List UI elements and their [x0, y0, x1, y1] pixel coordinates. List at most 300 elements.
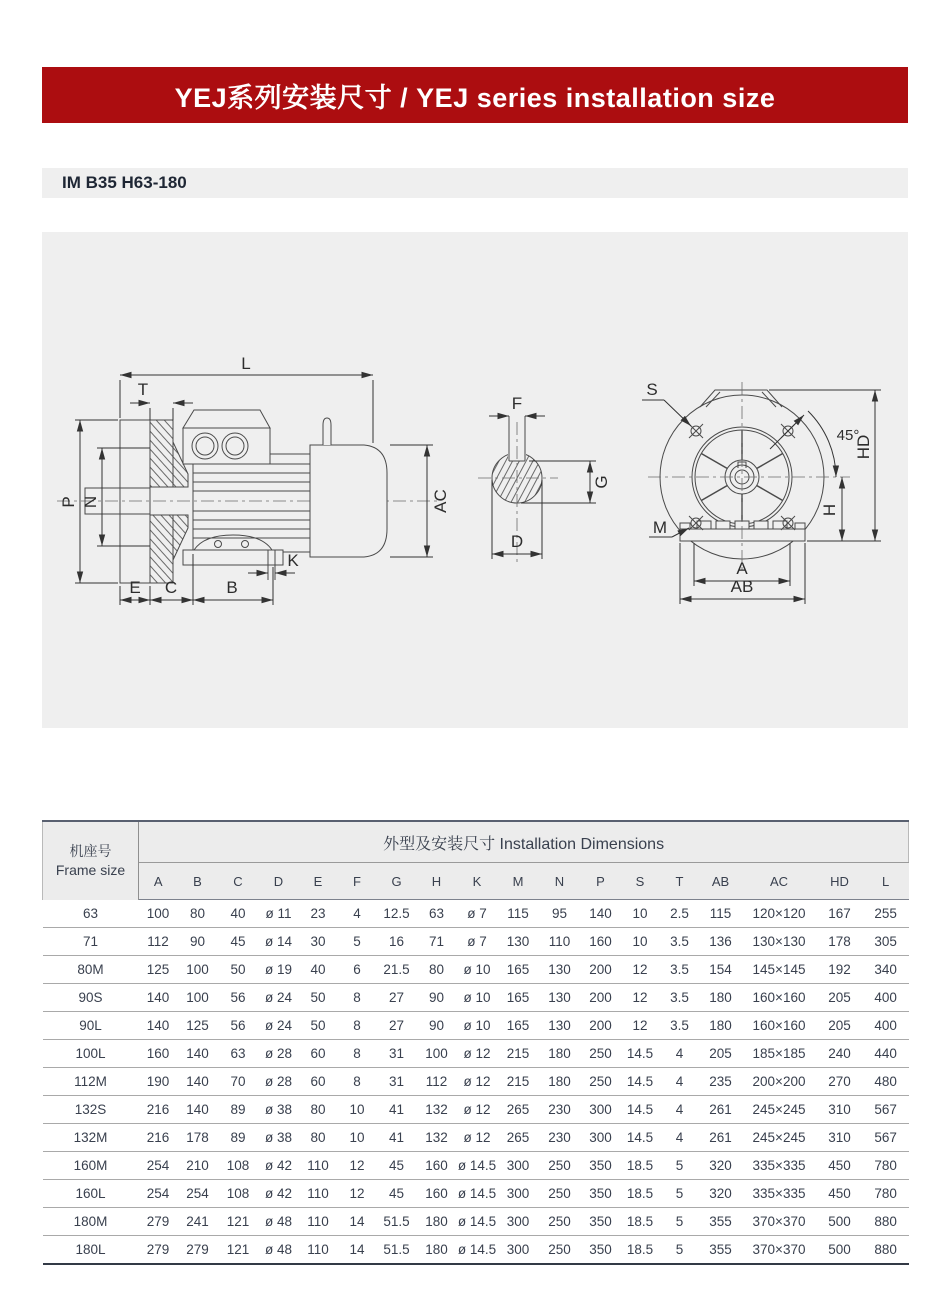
dimension-cell: 780: [863, 1152, 909, 1180]
mounting-type-label: IM B35 H63-180: [62, 173, 187, 192]
table-row: [43, 900, 909, 928]
dim-label-AC: AC: [431, 489, 450, 513]
dimension-cell: ø 19: [259, 956, 299, 984]
dimension-cell: 350: [589, 1242, 612, 1257]
dimension-cell: 450: [817, 1180, 863, 1208]
dimension-cell: 350: [581, 1208, 621, 1236]
flange-outline: [120, 420, 150, 583]
lifting-eye: [323, 418, 331, 445]
dimension-cell: 125: [178, 1012, 218, 1040]
dimension-cell: 80: [299, 1124, 338, 1152]
dimension-cell: 70: [218, 1068, 259, 1096]
dimension-cell: 5: [660, 1152, 700, 1180]
dimension-cell: 130×130: [742, 928, 817, 956]
frame-size-cell: 71: [43, 928, 139, 956]
dimension-cell: 8: [338, 1068, 377, 1096]
dimension-cell: ø 48: [259, 1208, 299, 1236]
dim-label-G: G: [592, 475, 611, 489]
dimension-cell: 45: [377, 1180, 417, 1208]
dimension-cell: 335×335: [742, 1180, 817, 1208]
dimension-cell: 115: [700, 900, 742, 928]
dim-label-HD: HD: [854, 434, 873, 460]
dimension-cell: 350: [581, 1152, 621, 1180]
dimension-cell: 89: [218, 1124, 259, 1152]
column-header-AB: AB: [700, 863, 742, 900]
dimension-cell: 200: [581, 984, 621, 1012]
frame-size-cell: 132S: [43, 1096, 139, 1124]
table-row: [43, 956, 909, 984]
dimension-cell: 254: [139, 1152, 178, 1180]
dimension-cell: 115: [498, 900, 539, 928]
dimension-cell: 108: [218, 1180, 259, 1208]
dimension-cell: ø 38: [259, 1096, 299, 1124]
dimension-cell: 250: [539, 1180, 581, 1208]
dimension-cell: 250: [581, 1068, 621, 1096]
dimension-cell: 12.5: [377, 900, 417, 928]
dimension-cell: 310: [817, 1096, 863, 1124]
dimension-cell: 180: [417, 1208, 457, 1236]
dimension-cell: 30: [299, 928, 338, 956]
dimension-cell: 63: [417, 900, 457, 928]
dimension-cell: 23: [299, 900, 338, 928]
dimension-cell: 200: [581, 1012, 621, 1040]
dimension-cell: 60: [299, 1068, 338, 1096]
dimension-cell: 400: [863, 984, 909, 1012]
dimension-cell: 14: [349, 1242, 365, 1257]
dimension-cell: 108: [218, 1152, 259, 1180]
dimension-cell: 210: [178, 1152, 218, 1180]
dimension-cell: 4: [660, 1068, 700, 1096]
dimension-cell: 261: [700, 1124, 742, 1152]
page-title-banner: [42, 67, 908, 123]
dimension-cell: 880: [874, 1242, 897, 1257]
dimension-cell: 14.5: [621, 1040, 660, 1068]
dimension-cell: ø 14.5: [457, 1152, 498, 1180]
dimension-cell: 50: [299, 984, 338, 1012]
dimension-cell: 165: [498, 1012, 539, 1040]
dimension-cell: 192: [817, 956, 863, 984]
dimension-cell: 10: [621, 900, 660, 928]
dimension-cell: 178: [817, 928, 863, 956]
dimension-cell: ø 42: [259, 1180, 299, 1208]
dimension-cell: 120×120: [742, 900, 817, 928]
dimension-cell: 250: [548, 1242, 571, 1257]
dimension-cell: ø 28: [259, 1040, 299, 1068]
dimension-cell: 41: [377, 1096, 417, 1124]
dimension-cell: 216: [139, 1124, 178, 1152]
dimension-cell: 3.5: [660, 956, 700, 984]
dimension-cell: 110: [299, 1208, 338, 1236]
table-row: [43, 1152, 909, 1180]
dimension-cell: 110: [539, 928, 581, 956]
dimension-cell: 5: [660, 1208, 700, 1236]
dimension-cell: 110: [299, 1180, 338, 1208]
column-header-T: T: [660, 863, 700, 900]
column-header-HD: HD: [817, 863, 863, 900]
dimension-cell: 10: [621, 928, 660, 956]
dimension-cell: 254: [139, 1180, 178, 1208]
side-view: [57, 354, 450, 605]
dimension-cell: 235: [700, 1068, 742, 1096]
dimension-cell: 145×145: [742, 956, 817, 984]
dimension-cell: 240: [817, 1040, 863, 1068]
dimension-cell: 14.5: [621, 1124, 660, 1152]
dimension-cell: 180: [425, 1242, 448, 1257]
dimension-cell: 3.5: [660, 1012, 700, 1040]
dimension-cell: 89: [218, 1096, 259, 1124]
dimension-cell: 200: [581, 956, 621, 984]
dimension-cell: 90: [417, 984, 457, 1012]
dim-label-P: P: [59, 496, 78, 508]
dimension-cell: 230: [539, 1096, 581, 1124]
dimension-cell: 230: [539, 1124, 581, 1152]
table-row: [43, 1208, 909, 1236]
dimension-cell: 132: [417, 1124, 457, 1152]
dimension-cell: 18.5: [621, 1208, 660, 1236]
frame-size-cell: 63: [43, 900, 139, 928]
dimension-cell: 80: [178, 900, 218, 928]
dimension-cell: 400: [863, 1012, 909, 1040]
dimension-cell: 160×160: [742, 1012, 817, 1040]
dimension-cell: 205: [817, 984, 863, 1012]
dimensions-table-wrap: [42, 820, 908, 1265]
dimension-cell: 270: [817, 1068, 863, 1096]
dimension-cell: 51.5: [383, 1242, 410, 1257]
dimension-cell: 112: [139, 928, 178, 956]
dim-label-B: B: [226, 578, 238, 597]
dimension-cell: 27: [377, 984, 417, 1012]
dimension-cell: 300: [498, 1208, 539, 1236]
dimension-cell: 130: [539, 984, 581, 1012]
dimension-cell: 567: [863, 1124, 909, 1152]
mounting-type-subtitle: [42, 168, 908, 198]
table-row: [43, 1040, 909, 1068]
dimension-cell: 8: [338, 1012, 377, 1040]
table-row: [43, 928, 909, 956]
dimension-cell: 250: [539, 1208, 581, 1236]
dim-label-K: K: [287, 551, 299, 570]
dimension-cell: 5: [338, 928, 377, 956]
dimension-cell: 165: [498, 984, 539, 1012]
dimension-cell: 45: [377, 1152, 417, 1180]
column-header-F: F: [338, 863, 377, 900]
dimension-cell: ø 24: [259, 984, 299, 1012]
dimension-cell: 567: [863, 1096, 909, 1124]
dimension-cell: 160: [417, 1152, 457, 1180]
dimension-cell: 95: [539, 900, 581, 928]
frame-size-cell: 90S: [43, 984, 139, 1012]
dimension-cell: ø 10: [457, 1012, 498, 1040]
dimension-cell: 160: [417, 1180, 457, 1208]
dimension-cell: 45: [218, 928, 259, 956]
dimension-cell: 255: [863, 900, 909, 928]
dimension-cell: 8: [338, 984, 377, 1012]
dimension-cell: 132: [417, 1096, 457, 1124]
dimension-cell: 140: [178, 1068, 218, 1096]
base-plate: [680, 529, 805, 541]
dimension-cell: 261: [700, 1096, 742, 1124]
dimension-cell: 18.5: [626, 1242, 654, 1257]
dimension-cell: ø 28: [259, 1068, 299, 1096]
dimension-cell: 21.5: [377, 956, 417, 984]
dimension-cell: 245×245: [742, 1096, 817, 1124]
dimension-cell: 185×185: [742, 1040, 817, 1068]
shaft-section-view: [478, 394, 611, 562]
dimension-cell: 14: [338, 1208, 377, 1236]
dimension-cell: 450: [817, 1152, 863, 1180]
dimension-cell: 165: [498, 956, 539, 984]
dimension-cell: 480: [863, 1068, 909, 1096]
dimension-cell: 90: [417, 1012, 457, 1040]
dimension-cell: ø 14: [259, 928, 299, 956]
dim-label-D: D: [510, 532, 524, 551]
dimension-cell: 178: [178, 1124, 218, 1152]
dimension-cell: ø 14.5: [457, 1180, 498, 1208]
dimension-cell: 300: [581, 1124, 621, 1152]
dimension-cell: ø 14.5: [457, 1208, 498, 1236]
dimension-cell: 3.5: [660, 928, 700, 956]
dimension-cell: 110: [299, 1152, 338, 1180]
table-row: [43, 1236, 909, 1265]
dimension-cell: 140: [139, 984, 178, 1012]
column-header-N: N: [539, 863, 581, 900]
dimension-cell: 216: [139, 1096, 178, 1124]
dimension-cell: 90: [178, 928, 218, 956]
dimension-cell: 100: [417, 1040, 457, 1068]
dimension-cell: 160×160: [742, 984, 817, 1012]
dimension-cell: 100: [178, 984, 218, 1012]
dimension-cell: 300: [498, 1180, 539, 1208]
dimension-cell: 12: [338, 1180, 377, 1208]
frame-size-cell: 160L: [43, 1180, 139, 1208]
dimension-cell: 370×370: [752, 1242, 806, 1257]
dimension-cell: 12: [621, 1012, 660, 1040]
dimension-cell: 300: [506, 1242, 530, 1257]
dimension-cell: 154: [700, 956, 742, 984]
frame-size-cell: 180L: [75, 1242, 106, 1257]
dimension-cell: ø 14.5: [457, 1242, 497, 1257]
dimension-cell: 80: [417, 956, 457, 984]
column-header-AC: AC: [742, 863, 817, 900]
dimension-cell: 18.5: [621, 1152, 660, 1180]
dimension-cell: 130: [498, 928, 539, 956]
dimension-cell: ø 24: [259, 1012, 299, 1040]
dimension-cell: 215: [498, 1068, 539, 1096]
column-header-M: M: [498, 863, 539, 900]
column-header-E: E: [299, 863, 338, 900]
dimension-cell: 4: [660, 1040, 700, 1068]
dimension-cell: 140: [139, 1012, 178, 1040]
dimension-cell: 71: [417, 928, 457, 956]
dimension-cell: 205: [700, 1040, 742, 1068]
dimension-cell: 250: [581, 1040, 621, 1068]
dim-label-E: E: [129, 578, 141, 597]
dimension-cell: 40: [299, 956, 338, 984]
dimension-cell: 12: [621, 984, 660, 1012]
frame-size-header: [43, 821, 139, 900]
column-header-G: G: [377, 863, 417, 900]
column-header-H: H: [417, 863, 457, 900]
dimension-cell: 310: [817, 1124, 863, 1152]
dimension-cell: 180: [700, 1012, 742, 1040]
dim-label-N: N: [81, 495, 100, 509]
dimension-cell: ø 38: [259, 1124, 299, 1152]
table-row: [43, 1096, 909, 1124]
dimension-cell: 40: [218, 900, 259, 928]
dimension-cell: 350: [581, 1180, 621, 1208]
dim-label-45deg: 45°: [836, 427, 860, 444]
dimension-cell: ø 10: [457, 956, 498, 984]
dim-label-A: A: [736, 559, 748, 578]
dimension-cell: 10: [338, 1096, 377, 1124]
column-header-P: P: [581, 863, 621, 900]
dimension-cell: ø 10: [457, 984, 498, 1012]
dimension-cell: 14.5: [621, 1068, 660, 1096]
dimension-cell: 5: [675, 1242, 684, 1257]
dimension-cell: 190: [139, 1068, 178, 1096]
dimension-cell: 160: [581, 928, 621, 956]
dimension-cell: 6: [338, 956, 377, 984]
column-header-K: K: [457, 863, 498, 900]
dimension-cell: 335×335: [742, 1152, 817, 1180]
dimension-cell: 254: [178, 1180, 218, 1208]
column-header-C: C: [218, 863, 259, 900]
dimension-cell: ø 42: [259, 1152, 299, 1180]
dimension-cell: 440: [863, 1040, 909, 1068]
dimension-cell: 8: [338, 1040, 377, 1068]
dimension-cell: 241: [178, 1208, 218, 1236]
dimension-cell: 250: [539, 1152, 581, 1180]
dimension-cell: 180: [539, 1068, 581, 1096]
dimension-cell: 300: [581, 1096, 621, 1124]
terminal-box-front: [700, 390, 782, 407]
dim-label-F: F: [511, 394, 523, 413]
dimension-cell: 112: [417, 1068, 457, 1096]
frame-size-header-en: Frame size: [55, 861, 126, 878]
dimension-cell: 27: [377, 1012, 417, 1040]
dimension-cell: 41: [377, 1124, 417, 1152]
dimension-cell: 130: [539, 1012, 581, 1040]
dimension-cell: 50: [218, 956, 259, 984]
dimension-cell: ø 12: [457, 1096, 498, 1124]
column-header-A: A: [139, 863, 178, 900]
dimension-cell: 355: [700, 1208, 742, 1236]
dimension-cell: 500: [828, 1242, 851, 1257]
dimension-cell: 80: [299, 1096, 338, 1124]
frame-size-cell: 160M: [43, 1152, 139, 1180]
dimension-cell: 880: [863, 1208, 909, 1236]
dimension-cell: ø 12: [457, 1124, 498, 1152]
dimension-cell: 12: [621, 956, 660, 984]
dimension-cell: ø 12: [457, 1040, 498, 1068]
front-view: [642, 380, 881, 604]
table-row: [43, 1124, 909, 1152]
dimension-cell: 50: [299, 1012, 338, 1040]
table-body: [43, 900, 909, 1265]
brake-housing: [310, 445, 387, 557]
dimension-cell: 180: [700, 984, 742, 1012]
table-row: [43, 984, 909, 1012]
dimension-cell: 100: [139, 900, 178, 928]
dimension-cell: 245×245: [742, 1124, 817, 1152]
dimension-cell: 2.5: [660, 900, 700, 928]
frame-size-cell: 90L: [43, 1012, 139, 1040]
dimension-cell: 140: [581, 900, 621, 928]
installation-drawing-panel: [42, 232, 908, 728]
dimension-cell: 167: [817, 900, 863, 928]
dimension-cell: 500: [817, 1208, 863, 1236]
dimension-cell: 56: [218, 984, 259, 1012]
dimension-cell: 60: [299, 1040, 338, 1068]
column-header-row: [43, 863, 909, 900]
dimension-cell: 140: [178, 1096, 218, 1124]
dimension-cell: 140: [178, 1040, 218, 1068]
column-header-D: D: [259, 863, 299, 900]
dimension-cell: 180: [539, 1040, 581, 1068]
dimension-cell: 300: [498, 1152, 539, 1180]
dimensions-table: [42, 820, 909, 1265]
frame-size-header-cn: 机座号: [69, 842, 112, 859]
dimension-cell: 320: [700, 1180, 742, 1208]
dim-label-H: H: [820, 503, 839, 517]
dimension-cell: 320: [700, 1152, 742, 1180]
dimension-cell: 18.5: [621, 1180, 660, 1208]
dimension-cell: 12: [338, 1152, 377, 1180]
dimension-cell: 136: [700, 928, 742, 956]
dimension-cell: 200×200: [742, 1068, 817, 1096]
dimension-cell: 4: [660, 1096, 700, 1124]
dim-label-L: L: [241, 354, 251, 373]
dimension-cell: 780: [863, 1180, 909, 1208]
frame-size-cell: 112M: [43, 1068, 139, 1096]
dimension-cell: 130: [539, 956, 581, 984]
dimension-cell: 14.5: [621, 1096, 660, 1124]
dimension-cell: 100: [178, 956, 218, 984]
dimension-cell: 125: [139, 956, 178, 984]
frame-size-cell: 80M: [43, 956, 139, 984]
dimension-cell: 121: [218, 1208, 259, 1236]
dim-label-M: M: [652, 518, 668, 537]
dimension-cell: 56: [218, 1012, 259, 1040]
dimension-cell: ø 7: [457, 928, 498, 956]
column-header-S: S: [621, 863, 660, 900]
table-row: [43, 1068, 909, 1096]
dimension-cell: ø 11: [259, 900, 299, 928]
dimension-cell: 160: [139, 1040, 178, 1068]
dimension-cell: 16: [377, 928, 417, 956]
frame-size-cell: 132M: [43, 1124, 139, 1152]
column-header-B: B: [178, 863, 218, 900]
page-title: YEJ系列安装尺寸 / YEJ series installation size: [174, 82, 776, 113]
dimension-cell: 279: [139, 1208, 178, 1236]
table-row: [43, 1012, 909, 1040]
dimension-cell: 340: [863, 956, 909, 984]
dimension-cell: 215: [498, 1040, 539, 1068]
dim-label-C: C: [164, 578, 178, 597]
dimension-cell: 5: [660, 1180, 700, 1208]
terminal-box-top: [183, 410, 270, 428]
dimension-cell: 51.5: [377, 1208, 417, 1236]
dimension-cell: 370×370: [742, 1208, 817, 1236]
dimension-cell: 121: [226, 1242, 250, 1257]
technical-drawing: [42, 232, 908, 728]
dimension-cell: 279: [146, 1242, 170, 1257]
dimension-cell: 279: [186, 1242, 209, 1257]
dimension-cell: 355: [709, 1242, 732, 1257]
dimension-cell: 265: [498, 1096, 539, 1124]
frame-size-cell: 180M: [43, 1208, 139, 1236]
dimension-cell: 31: [377, 1068, 417, 1096]
